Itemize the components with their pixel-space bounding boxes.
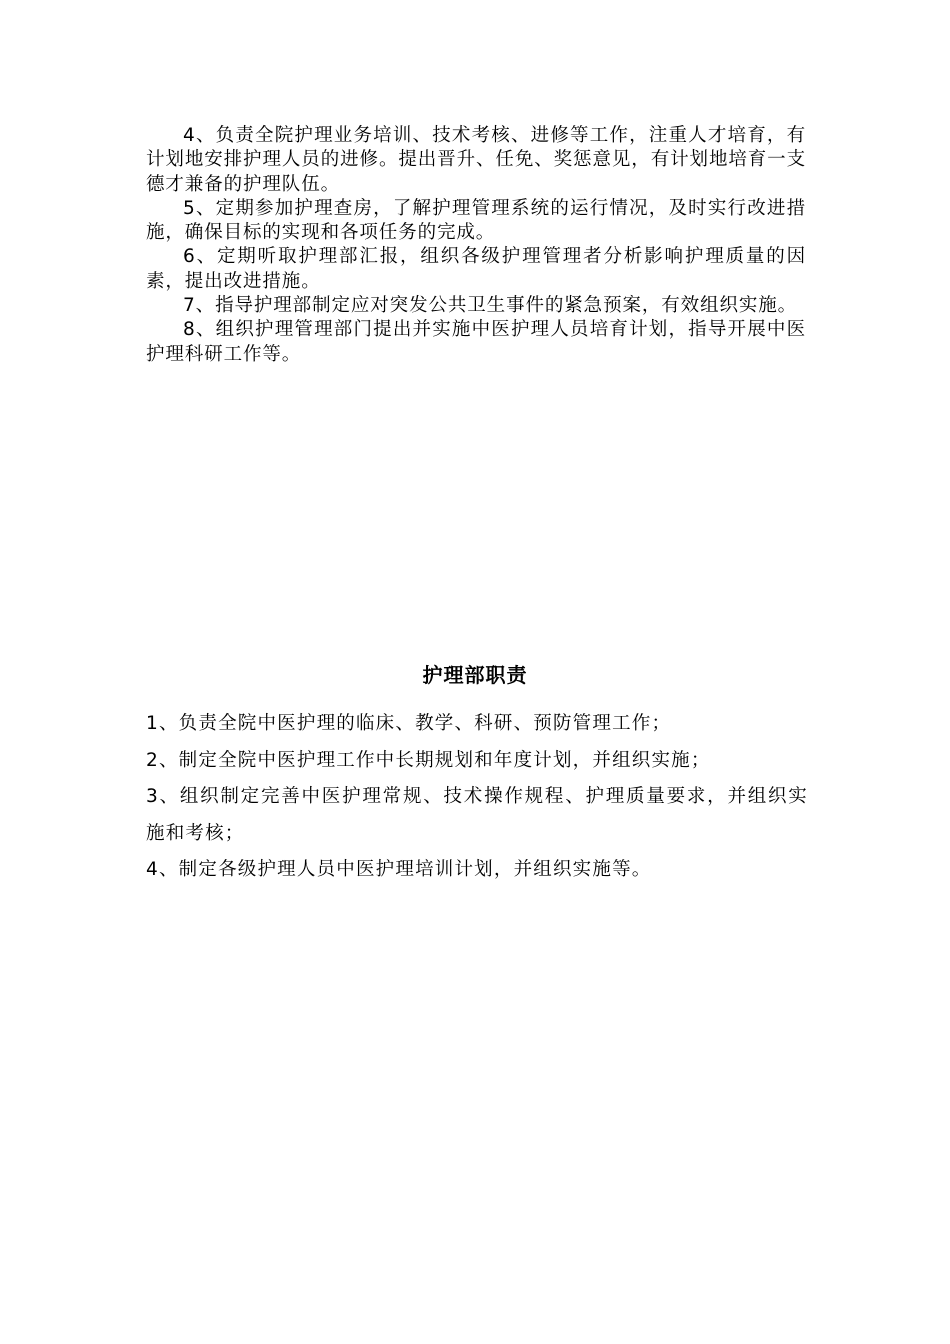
duty-paragraph-4: 4、负责全院护理业务培训、技术考核、进修等工作，注重人才培育，有计划地安排护理人员的进修。提出晋升、任免、奖惩意见，有计划地培育一支德才兼备的护理队伍。: [146, 125, 806, 195]
section-title: 护理部职责: [422, 663, 528, 687]
list-item: 4、制定各级护理人员中医护理培训计划，并组织实施等。: [146, 859, 652, 880]
list-item: 1、负责全院中医护理的临床、教学、科研、预防管理工作；: [146, 713, 672, 734]
hospital-leader-duties-continued: [146, 124, 806, 367]
list-item: 3、组织制定完善中医护理常规、技术操作规程、护理质量要求，并组织实施和考核；: [146, 786, 808, 844]
nursing-dept-duties-list: [146, 706, 808, 889]
duty-paragraph-5: 5、定期参加护理查房，了解护理管理系统的运行情况，及时实行改进措施，确保目标的实现和各项任务的完成。: [146, 197, 806, 244]
duty-paragraph-8: 8、组织护理管理部门提出并实施中医护理人员培育计划，指导开展中医护理科研工作等。: [146, 319, 806, 365]
list-item: 2、制定全院中医护理工作中长期规划和年度计划，并组织实施；: [146, 749, 711, 771]
duty-paragraph-6: 6、定期听取护理部汇报，组织各级护理管理者分析影响护理质量的因素，提出改进措施。: [146, 246, 806, 292]
duty-paragraph-7: 7、指导护理部制定应对突发公共卫生事件的紧急预案，有效组织实施。: [183, 295, 798, 317]
